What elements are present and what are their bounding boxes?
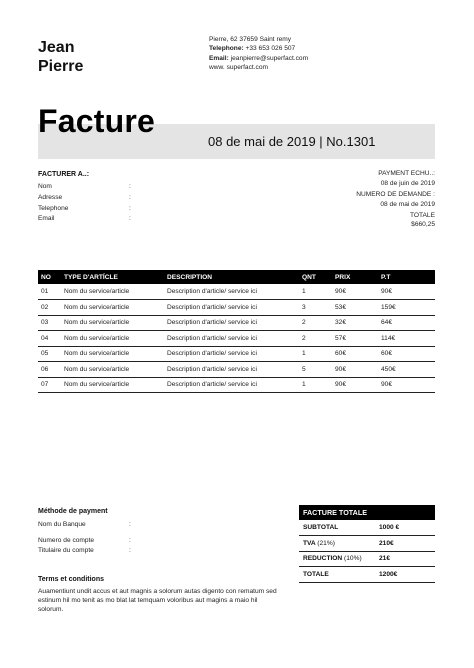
cell-price: 32€: [332, 315, 378, 331]
table-row: [38, 346, 435, 362]
grand-total-label: TOTALE: [299, 567, 375, 583]
cell-qty: 1: [299, 346, 332, 362]
col-header-qty: QNT: [299, 270, 332, 284]
items-header-row: [38, 270, 435, 284]
col-header-no: NO: [38, 270, 61, 284]
request-date: 08 de mai de 2019: [380, 201, 435, 208]
cell-price: 53€: [332, 300, 378, 316]
email-label: Email:: [209, 54, 229, 62]
cell-total: 60€: [378, 346, 435, 362]
cell-type: Nom du service/article: [61, 377, 164, 393]
table-row: [38, 331, 435, 347]
cell-qty: 1: [299, 377, 332, 393]
cell-description: Description d'article/ service ici: [164, 284, 299, 300]
cell-description: Description d'article/ service ici: [164, 331, 299, 347]
invoice-date-number: 08 de mai de 2019 | No.1301: [208, 134, 376, 149]
table-row: [38, 362, 435, 378]
cell-no: 02: [38, 300, 61, 316]
cell-description: Description d'article/ service ici: [164, 377, 299, 393]
request-label: NUMERO DE DEMANDE :: [356, 191, 435, 198]
cell-qty: 1: [299, 284, 332, 300]
cell-total: 64€: [378, 315, 435, 331]
cell-qty: 3: [299, 300, 332, 316]
cell-description: Description d'article/ service ici: [164, 315, 299, 331]
cell-no: 07: [38, 377, 61, 393]
cell-price: 90€: [332, 377, 378, 393]
tva-pct: (21%): [317, 539, 335, 547]
email-line: [209, 54, 308, 63]
cell-no: 05: [38, 346, 61, 362]
cell-qty: 2: [299, 331, 332, 347]
totals-table: [299, 505, 435, 583]
payment-field-bank: Nom du Banque: [38, 521, 86, 528]
cell-price: 90€: [332, 362, 378, 378]
cell-no: 06: [38, 362, 61, 378]
cell-type: Nom du service/article: [61, 346, 164, 362]
totals-header-row: [299, 505, 435, 520]
cell-type: Nom du service/article: [61, 315, 164, 331]
address: Pierre, 62 37659 Saint remy: [209, 36, 292, 43]
cell-description: Description d'article/ service ici: [164, 346, 299, 362]
payment-colon-1: :: [129, 521, 131, 528]
subtotal-value: 1000 €: [375, 520, 435, 536]
bill-field-address: Adresse: [38, 194, 63, 201]
bill-to-heading: FACTURER A..:: [38, 171, 90, 178]
items-table: [38, 270, 435, 393]
cell-type: Nom du service/article: [61, 331, 164, 347]
table-row: [38, 315, 435, 331]
cell-total: 90€: [378, 284, 435, 300]
reduction-label: REDUCTION: [303, 555, 343, 563]
cell-price: 57€: [332, 331, 378, 347]
grand-total-row: [299, 567, 435, 583]
due-date: 08 de juin de 2019: [380, 180, 435, 187]
subtotal-row: [299, 520, 435, 536]
name-line-1: Jean: [38, 39, 75, 56]
payment-colon-3: :: [129, 547, 131, 554]
page-title: Facture: [38, 103, 155, 139]
subtotal-label: SUBTOTAL: [299, 520, 375, 536]
summary-total-label: TOTALE: [409, 212, 435, 219]
col-header-price: PRIX: [332, 270, 378, 284]
cell-no: 04: [38, 331, 61, 347]
cell-type: Nom du service/article: [61, 362, 164, 378]
cell-total: 114€: [378, 331, 435, 347]
payment-colon-2: :: [129, 537, 131, 544]
col-header-description: DESCRIPTION: [164, 270, 299, 284]
bill-field-phone: Telephone: [38, 205, 69, 212]
reduction-label-cell: [299, 551, 375, 567]
reduction-pct: (10%): [344, 555, 362, 563]
bill-field-name: Nom: [38, 183, 52, 190]
reduction-value: 21€: [375, 551, 435, 567]
tva-label-cell: [299, 536, 375, 552]
cell-price: 90€: [332, 284, 378, 300]
bill-colon-1: :: [129, 183, 131, 190]
payment-heading: Méthode de payment: [38, 508, 108, 515]
website: www. superfact.com: [209, 63, 268, 71]
due-label: PAYMENT ECHU..:: [378, 170, 435, 177]
payment-field-holder: Titulaire du compte: [38, 547, 94, 554]
cell-no: 01: [38, 284, 61, 300]
cell-type: Nom du service/article: [61, 284, 164, 300]
terms-text: Auamentiunt undit accus et aut magnis a solorum autas digento con rematum sed estinum hil mo tenit as mo blat lat temquam voloribus aut magins a maio hil solorum.: [38, 588, 277, 614]
contact-block: [209, 35, 308, 72]
cell-no: 03: [38, 315, 61, 331]
cell-price: 60€: [332, 346, 378, 362]
cell-total: 159€: [378, 300, 435, 316]
reduction-row: [299, 551, 435, 567]
table-row: [38, 377, 435, 393]
col-header-total: P.T: [378, 270, 435, 284]
phone: +33 653 026 507: [245, 45, 296, 53]
table-row: [38, 284, 435, 300]
tva-value: 210€: [375, 536, 435, 552]
cell-qty: 5: [299, 362, 332, 378]
name-line-2: Pierre: [38, 58, 84, 75]
tva-row: [299, 536, 435, 552]
cell-total: 90€: [378, 377, 435, 393]
bill-colon-3: :: [129, 205, 131, 212]
col-header-type: TYPE D'ARTÍCLE: [61, 270, 164, 284]
grand-total-value: 1200€: [375, 567, 435, 583]
email: jeanpierre@superfact.com: [230, 54, 309, 62]
cell-description: Description d'article/ service ici: [164, 362, 299, 378]
phone-line: [209, 44, 308, 53]
summary-total-value: $660,25: [411, 221, 435, 228]
bill-colon-4: :: [129, 215, 131, 222]
cell-qty: 2: [299, 315, 332, 331]
phone-label: Telephone:: [209, 45, 244, 53]
company-name: [38, 38, 83, 76]
bill-field-email: Email: [38, 215, 55, 222]
terms-heading: Terms et conditions: [38, 576, 104, 583]
table-row: [38, 300, 435, 316]
bill-colon-2: :: [129, 194, 131, 201]
payment-field-account: Numero de compte: [38, 537, 95, 544]
tva-label: TVA: [303, 539, 316, 547]
totals-heading: FACTURE TOTALE: [299, 505, 435, 520]
cell-description: Description d'article/ service ici: [164, 300, 299, 316]
cell-total: 450€: [378, 362, 435, 378]
cell-type: Nom du service/article: [61, 300, 164, 316]
